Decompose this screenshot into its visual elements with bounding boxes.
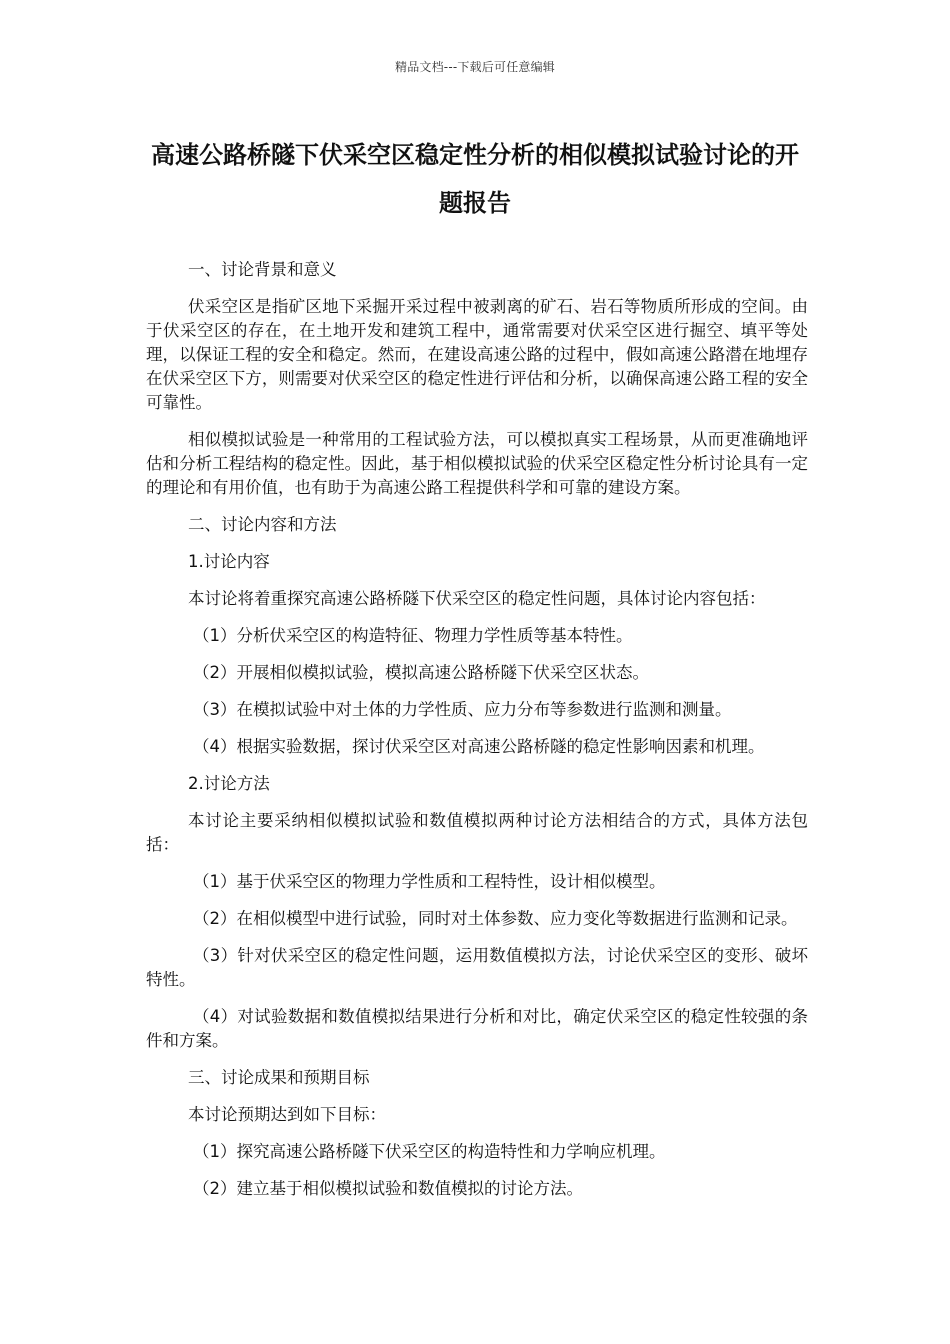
section-heading-background: 一、讨论背景和意义 — [188, 260, 337, 279]
list-item-content-3: （3）在模拟试验中对土体的力学性质、应力分布等参数进行监测和测量。 — [193, 700, 732, 719]
list-item-method-1: （1）基于伏采空区的物理力学性质和工程特性，设计相似模型。 — [193, 872, 666, 891]
paragraph-significance: 相似模拟试验是一种常用的工程试验方法，可以模拟真实工程场景，从而更准确地评估和分析工程结构的稳定性。因此，基于相似模拟试验的伏采空区稳定性分析讨论具有一定的理论和有用价值，也有助于为高速公路工程提供科学和可靠的建设方案。 — [146, 430, 808, 497]
list-item-content-2: （2）开展相似模拟试验，模拟高速公路桥隧下伏采空区状态。 — [193, 663, 649, 682]
paragraph-results-intro: 本讨论预期达到如下目标： — [188, 1105, 386, 1124]
section-heading-results: 三、讨论成果和预期目标 — [188, 1068, 370, 1087]
list-item-result-1: （1）探究高速公路桥隧下伏采空区的构造特性和力学响应机理。 — [193, 1142, 666, 1161]
list-item-content-4: （4）根据实验数据，探讨伏采空区对高速公路桥隧的稳定性影响因素和机理。 — [193, 737, 765, 756]
document-title: 高速公路桥隧下伏采空区稳定性分析的相似模拟试验讨论的开题报告 — [151, 141, 799, 217]
paragraph-content-intro: 本讨论将着重探究高速公路桥隧下伏采空区的稳定性问题，具体讨论内容包括： — [188, 589, 766, 608]
list-item-method-2: （2）在相似模型中进行试验，同时对土体参数、应力变化等数据进行监测和记录。 — [193, 909, 798, 928]
paragraph-background: 伏采空区是指矿区地下采掘开采过程中被剥离的矿石、岩石等物质所形成的空间。由于伏采空区的存在，在土地开发和建筑工程中，通常需要对伏采空区进行掘空、填平等处理，以保证工程的安全和稳定。然而，在建设高速公路的过程中，假如高速公路潜在地埋存在伏采空区下方，则需要对伏采空区的稳定性进行评估和分析，以确保高速公路工程的安全可靠性。 — [146, 297, 808, 412]
document-body — [146, 258, 808, 1214]
list-item-method-4: （4）对试验数据和数值模拟结果进行分析和对比，确定伏采空区的稳定性较强的条件和方案。 — [146, 1007, 808, 1050]
list-item-result-2: （2）建立基于相似模拟试验和数值模拟的讨论方法。 — [193, 1179, 583, 1198]
list-item-method-3: （3）针对伏采空区的稳定性问题，运用数值模拟方法，讨论伏采空区的变形、破坏特性。 — [146, 946, 808, 989]
subheading-content: 1.讨论内容 — [188, 552, 270, 571]
section-heading-content-method: 二、讨论内容和方法 — [188, 515, 337, 534]
list-item-content-1: （1）分析伏采空区的构造特征、物理力学性质等基本特性。 — [193, 626, 633, 645]
header-note: 精品文档---下载后可任意编辑 — [395, 60, 555, 74]
subheading-method: 2.讨论方法 — [188, 774, 270, 793]
paragraph-method-intro: 本讨论主要采纳相似模拟试验和数值模拟两种讨论方法相结合的方式，具体方法包括： — [146, 811, 808, 854]
